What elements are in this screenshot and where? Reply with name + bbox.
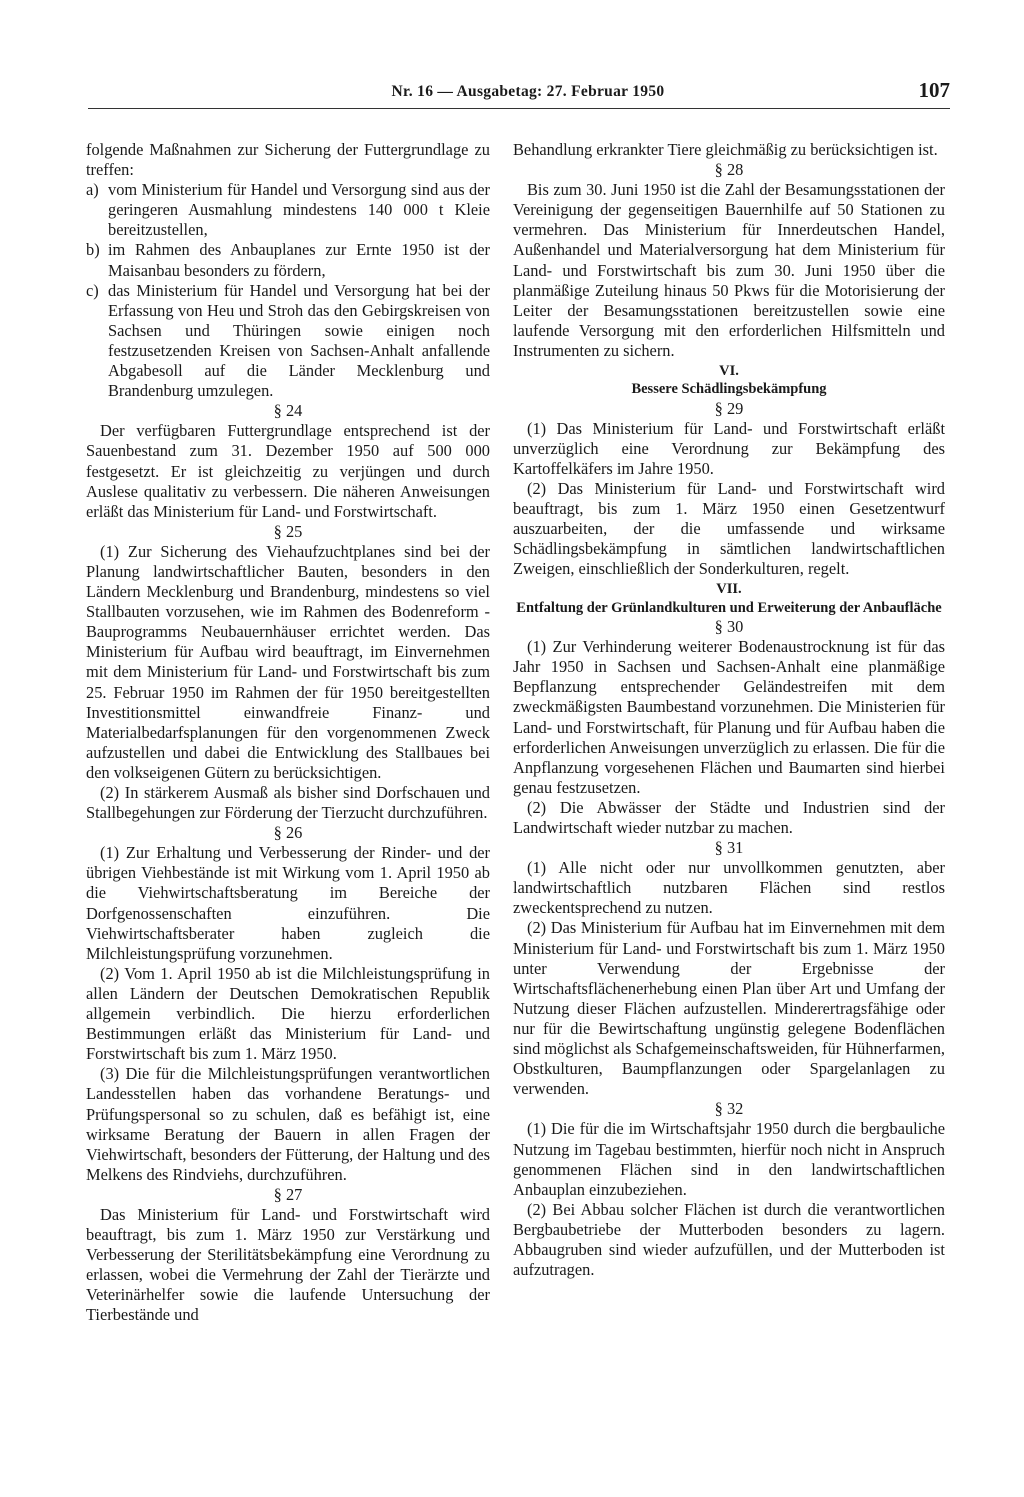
section-heading-31: § 31 — [714, 838, 744, 858]
section-26-p2: (2) Vom 1. April 1950 ab ist die Milchleistungsprüfung in allen Ländern der Deutschen Demokratischen Republik allgemein verbindlich. Die hierzu erforderlichen Bestimmungen erläßt das Ministerium für Land- und Forstwirtschaft bis zum 1. März 1950. — [86, 963, 490, 1064]
list-label: c) — [86, 280, 99, 300]
section-29-p2: (2) Das Ministerium für Land- und Forstwirtschaft wird beauftragt, bis zum 1. März 1950 einen Gesetzentwurf auszuarbeiten, der die umfassende und wirksame Schädlingsbekämpfung in sämtlichen landwirtschaftlichen Zweigen, einschließlich der Sonderkulturen, regelt. — [513, 479, 945, 579]
section-24-text: Der verfügbaren Futtergrundlage entsprechend ist der Sauenbestand zum 31. Dezember 1950 auf 500 000 festgesetzt. Er ist gleichzeitig zu verjüngen und durch Auslese qualitativ zu verbessern. Die näheren Anweisungen erläßt das Ministerium für Land- und Forstwirtschaft. — [86, 421, 490, 521]
list-item — [86, 180, 490, 240]
list-item — [86, 240, 490, 280]
part-7-title: Entfaltung der Grünlandkulturen und Erweiterung der Anbaufläche — [516, 599, 942, 616]
intro-text: folgende Maßnahmen zur Sicherung der Futtergrundlage zu treffen: — [86, 140, 490, 180]
header-rule — [88, 108, 950, 109]
list-text: das Ministerium für Handel und Versorgung hat bei der Erfassung von Heu und Stroh das den Gebirgskreisen von Sachsen und Thüringen sowie einigen noch festzusetzenden Kreisen von Sachsen-Anhalt anfallende Abgabesoll auf die Länder Mecklenburg und Brandenburg umzulegen. — [108, 280, 490, 401]
list-text: im Rahmen des Anbauplanes zur Ernte 1950 ist der Maisanbau besonders zu fördern, — [108, 240, 490, 280]
right-column — [513, 140, 945, 1280]
section-26-p1: (1) Zur Erhaltung und Verbesserung der Rinder- und der übrigen Viehbestände ist mit Wirkung vom 1. April 1950 ab die Viehwirtschaftsberatung im Bereiche der Dorfgenossenschaften einzuführen. Die Viehwirtschaftsberater haben zugleich die Milchleistungsprüfung vorzunehmen. — [86, 843, 490, 963]
section-27-text: Das Ministerium für Land- und Forstwirtschaft wird beauftragt, bis zum 1. März 1950 zur Verstärkung und Verbesserung der Sterilitätsbekämpfung eine Verordnung zu erlassen, wobei die Vermehrung der Zahl der Tierärzte und Veterinärhelfer sowie die laufende Untersuchung der Tierbestände und — [86, 1204, 490, 1325]
section-31-p1: (1) Alle nicht oder nur unvollkommen genutzten, aber landwirtschaftlich nutzbaren Flächen sind restlos zweckentsprechend zu nutzen. — [513, 858, 945, 918]
page-header — [88, 80, 950, 106]
section-heading-24: § 24 — [273, 401, 303, 421]
section-31-p2: (2) Das Ministerium für Aufbau hat im Einvernehmen mit dem Ministerium für Land- und Forstwirtschaft bis zum 1. März 1950 unter Verwendung der Ergebnisse der Wirtschaftsflächenerhebung einen Plan über Art und Umfang der Nutzung dieser Flächen aufzustellen. Minderertragsfähige oder nur für die Bewirtschaftung ungünstig gelegene Bodenflächen sind möglichst als Schafgemeinschaftsweiden, für Hühnerfarmen, Obstkulturen, Baumpflanzungen oder Spargelanlagen zu verwenden. — [513, 918, 945, 1099]
section-heading-26: § 26 — [273, 823, 303, 843]
list-item — [86, 281, 490, 402]
section-29-p1: (1) Das Ministerium für Land- und Forstwirtschaft erläßt unverzüglich eine Verordnung zur Bekämpfung des Kartoffelkäfers im Jahre 1950. — [513, 418, 945, 478]
part-7-number: VII. — [716, 581, 742, 598]
part-6-title: Bessere Schädlingsbekämpfung — [631, 381, 827, 398]
section-heading-25: § 25 — [273, 521, 303, 541]
section-30-p1: (1) Zur Verhinderung weiterer Bodenaustrocknung ist für das Jahr 1950 in Sachsen und Sachsen-Anhalt eine planmäßige Bepflanzung entsprechender Geländestreifen mit dem zweckmäßigsten Baumbestand vorzunehmen. Die Ministerien für Land- und Forstwirtschaft, für Planung und für Aufbau haben die erforderlichen Anweisungen unverzüglich zu erlassen. Die für die Anpflanzung vorgesehenen Flächen und Baumarten sind hierbei genau festzusetzen. — [513, 637, 945, 797]
part-6-number: VI. — [719, 363, 739, 380]
section-32-p2: (2) Bei Abbau solcher Flächen ist durch die verantwortlichen Bergbaubetriebe der Mutterboden besonders zu lagern. Abbaugruben sind wieder aufzufüllen, und der Mutterboden ist aufzutragen. — [513, 1199, 945, 1280]
section-25-p1: (1) Zur Sicherung des Viehaufzuchtplanes sind bei der Planung landwirtschaftlicher Bauten, besonders in den Ländern Mecklenburg und Brandenburg, mindestens so viel Stallbauten vorzusehen, wie im Rahmen des Bodenreform - Bauprogramms Neubauernhäuser errichtet werden. Das Ministerium für Aufbau wird beauftragt, im Einvernehmen mit dem Ministerium für Land- und Forstwirtschaft bis zum 25. Februar 1950 im Rahmen der für 1950 bereitgestellten Investitionsmittel einwandfreie Finanz- und Materialbedarfsplanungen für den vorgenommenen Zweck aufzustellen und dabei die Entwicklung des Stallbaues bei den volkseigenen Gütern zu berücksichtigen. — [86, 541, 490, 782]
section-30-p2: (2) Die Abwässer der Städte und Industrien sind der Landwirtschaft wieder nutzbar zu machen. — [513, 797, 945, 837]
left-column — [86, 140, 490, 1326]
section-32-p1: (1) Die für die im Wirtschaftsjahr 1950 durch die bergbauliche Nutzung im Tagebau bestimmten, hierfür noch nicht in Anspruch genommenen Flächen sind in den landwirtschaftlichen Anbauplan einzubeziehen. — [513, 1119, 945, 1199]
section-28-text: Bis zum 30. Juni 1950 ist die Zahl der Besamungsstationen der Vereinigung der gegenseitigen Bauernhilfe auf 50 Stationen zu vermehren. Das Ministerium für Innerdeutschen Handel, Außenhandel und Materialversorgung hat dem Ministerium für Land- und Forstwirtschaft bis zum 30. Juni 1950 über die planmäßige Zuteilung hinaus 50 Pkws für die Motorisierung der Leiter der Besamungsstationen bereitzustellen sowie eine laufende Versorgung mit den erforderlichen Hilfsmitteln und Instrumenten zu sichern. — [513, 180, 945, 360]
section-heading-32: § 32 — [714, 1099, 744, 1119]
page-number: 107 — [918, 78, 950, 102]
section-heading-29: § 29 — [714, 398, 744, 418]
list-text: vom Ministerium für Handel und Versorgung sind aus der geringeren Ausmahlung mindestens 140 000 t Kleie bereitzustellen, — [108, 180, 490, 240]
list-label: a) — [86, 180, 99, 200]
list-label: b) — [86, 240, 100, 260]
section-heading-27: § 27 — [273, 1184, 303, 1204]
continued-text: Behandlung erkrankter Tiere gleichmäßig zu berücksichtigen ist. — [513, 140, 938, 159]
issue-line: Nr. 16 — Ausgabetag: 27. Februar 1950 — [391, 83, 665, 100]
section-heading-30: § 30 — [714, 617, 744, 637]
section-25-p2: (2) In stärkerem Ausmaß als bisher sind Dorfschauen und Stallbegehungen zur Förderung der Tierzucht durchzuführen. — [86, 783, 490, 823]
section-26-p3: (3) Die für die Milchleistungsprüfungen verantwortlichen Landesstellen haben das vorhandene Beratungs- und Prüfungspersonal so zu schulen, daß es befähigt ist, eine wirksame Beratung der Bauern in allen Fragen der Viehwirtschaft, besonders der Fütterung, der Haltung und des Melkens des Rindviehs, durchzuführen. — [86, 1064, 490, 1184]
section-heading-28: § 28 — [714, 160, 744, 180]
